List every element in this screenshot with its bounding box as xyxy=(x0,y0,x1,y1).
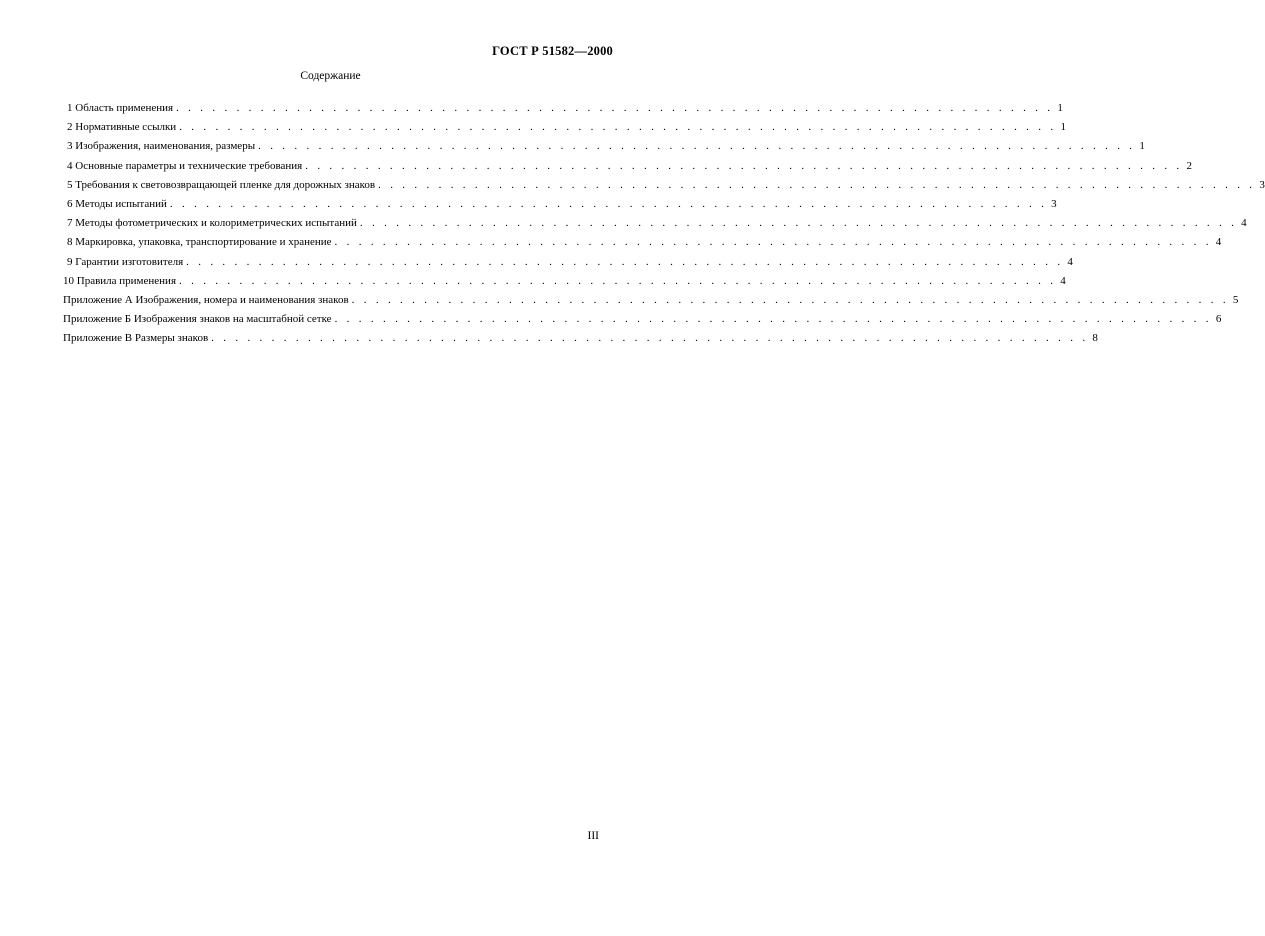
toc-appendix-b[interactable] xyxy=(63,310,1222,329)
toc-item-label: 1 Область применения xyxy=(67,102,174,114)
toc-leader-dots: . . . . . . . . . . . . . . . . . . . . . . . . . . . . . . . . . . . . . . . . . . . . . . . . . . . . . . . . . . . . . . . . . . . . . . . . . xyxy=(169,197,1048,210)
toc-leader-dots: . . . . . . . . . . . . . . . . . . . . . . . . . . . . . . . . . . . . . . . . . . . . . . . . . . . . . . . . . . . . . . . . . . . . . . . . . xyxy=(334,236,1212,249)
toc-item-8[interactable] xyxy=(63,233,1222,252)
toc-leader-dots: . . . . . . . . . . . . . . . . . . . . . . . . . . . . . . . . . . . . . . . . . . . . . . . . . . . . . . . . . . . . . . . . . . . . . . . . . xyxy=(334,313,1212,326)
toc-item-6[interactable] xyxy=(63,195,1057,214)
toc-item-9[interactable] xyxy=(63,253,1073,272)
toc-leader-dots: . . . . . . . . . . . . . . . . . . . . . . . . . . . . . . . . . . . . . . . . . . . . . . . . . . . . . . . . . . . . . . . . . . . . . . . . . xyxy=(179,121,1057,134)
toc-leader-dots: . . . . . . . . . . . . . . . . . . . . . . . . . . . . . . . . . . . . . . . . . . . . . . . . . . . . . . . . . . . . . . . . . . . . . . . . . xyxy=(378,178,1256,191)
toc-leader-dots: . . . . . . . . . . . . . . . . . . . . . . . . . . . . . . . . . . . . . . . . . . . . . . . . . . . . . . . . . . . . . . . . . . . . . . . . . xyxy=(351,293,1229,306)
toc-item-10[interactable] xyxy=(63,272,1066,291)
toc-item-label: Приложение Б Изображения знаков на масштабной сетке xyxy=(63,313,332,326)
toc-item-1[interactable] xyxy=(63,99,1063,118)
toc-item-7[interactable] xyxy=(63,214,1247,233)
toc-item-label: 8 Маркировка, упаковка, транспортирование и хранение xyxy=(67,236,332,249)
toc-item-page: 3 xyxy=(1259,178,1265,191)
toc-item-page: 4 xyxy=(1215,236,1222,249)
toc-leader-dots: . . . . . . . . . . . . . . . . . . . . . . . . . . . . . . . . . . . . . . . . . . . . . . . . . . . . . . . . . . . . . . . . . . . . . . . . . xyxy=(179,274,1057,287)
toc-appendix-a[interactable] xyxy=(63,291,1239,310)
toc-item-page: 6 xyxy=(1215,313,1222,326)
page-number: III xyxy=(587,830,599,842)
toc-item-label: 6 Методы испытаний xyxy=(67,197,167,210)
toc-item-5[interactable] xyxy=(63,176,1265,195)
toc-item-page: 1 xyxy=(1139,140,1145,153)
toc-item-2[interactable] xyxy=(63,118,1066,137)
toc-item-label: 7 Методы фотометрических и колориметрических испытаний xyxy=(67,217,357,230)
toc-leader-dots: . . . . . . . . . . . . . . . . . . . . . . . . . . . . . . . . . . . . . . . . . . . . . . . . . . . . . . . . . . . . . . . . . . . . . . . . . xyxy=(176,102,1054,114)
toc-item-label: 2 Нормативные ссылки xyxy=(67,121,177,134)
toc-item-page: 4 xyxy=(1241,217,1247,230)
toc-item-page: 4 xyxy=(1067,255,1073,268)
toc-title: Содержание xyxy=(300,70,361,82)
toc-item-label: 3 Изображения, наименования, размеры xyxy=(67,140,256,153)
toc-item-label: 10 Правила применения xyxy=(63,274,176,287)
toc-item-page: 4 xyxy=(1060,274,1066,287)
toc-item-page: 1 xyxy=(1060,121,1066,134)
toc-item-page: 2 xyxy=(1186,159,1192,172)
document-code-header: ГОСТ Р 51582—2000 xyxy=(492,44,613,58)
toc-item-label: 4 Основные параметры и технические требования xyxy=(67,159,303,172)
toc-leader-dots: . . . . . . . . . . . . . . . . . . . . . . . . . . . . . . . . . . . . . . . . . . . . . . . . . . . . . . . . . . . . . . . . . . . . . . . . . xyxy=(211,332,1089,345)
toc-leader-dots: . . . . . . . . . . . . . . . . . . . . . . . . . . . . . . . . . . . . . . . . . . . . . . . . . . . . . . . . . . . . . . . . . . . . . . . . . xyxy=(186,255,1064,268)
toc-item-page: 8 xyxy=(1092,332,1098,345)
table-of-contents xyxy=(63,99,1265,348)
toc-item-label: 5 Требования к световозвращающей пленке для дорожных знаков xyxy=(67,178,376,191)
toc-item-3[interactable] xyxy=(63,137,1145,156)
toc-leader-dots: . . . . . . . . . . . . . . . . . . . . . . . . . . . . . . . . . . . . . . . . . . . . . . . . . . . . . . . . . . . . . . . . . . . . . . . . . xyxy=(359,217,1238,230)
toc-item-4[interactable] xyxy=(63,157,1192,176)
toc-item-page: 3 xyxy=(1051,197,1057,210)
toc-leader-dots: . . . . . . . . . . . . . . . . . . . . . . . . . . . . . . . . . . . . . . . . . . . . . . . . . . . . . . . . . . . . . . . . . . . . . . . . . xyxy=(258,140,1136,153)
toc-appendix-v[interactable] xyxy=(63,329,1098,348)
toc-item-label: Приложение А Изображения, номера и наименования знаков xyxy=(63,293,349,306)
toc-item-label: 9 Гарантии изготовителя xyxy=(67,255,184,268)
toc-item-label: Приложение В Размеры знаков xyxy=(63,332,209,345)
toc-leader-dots: . . . . . . . . . . . . . . . . . . . . . . . . . . . . . . . . . . . . . . . . . . . . . . . . . . . . . . . . . . . . . . . . . . . . . . . . . xyxy=(305,159,1183,172)
toc-item-page: 5 xyxy=(1232,293,1239,306)
toc-item-page: 1 xyxy=(1057,102,1063,114)
